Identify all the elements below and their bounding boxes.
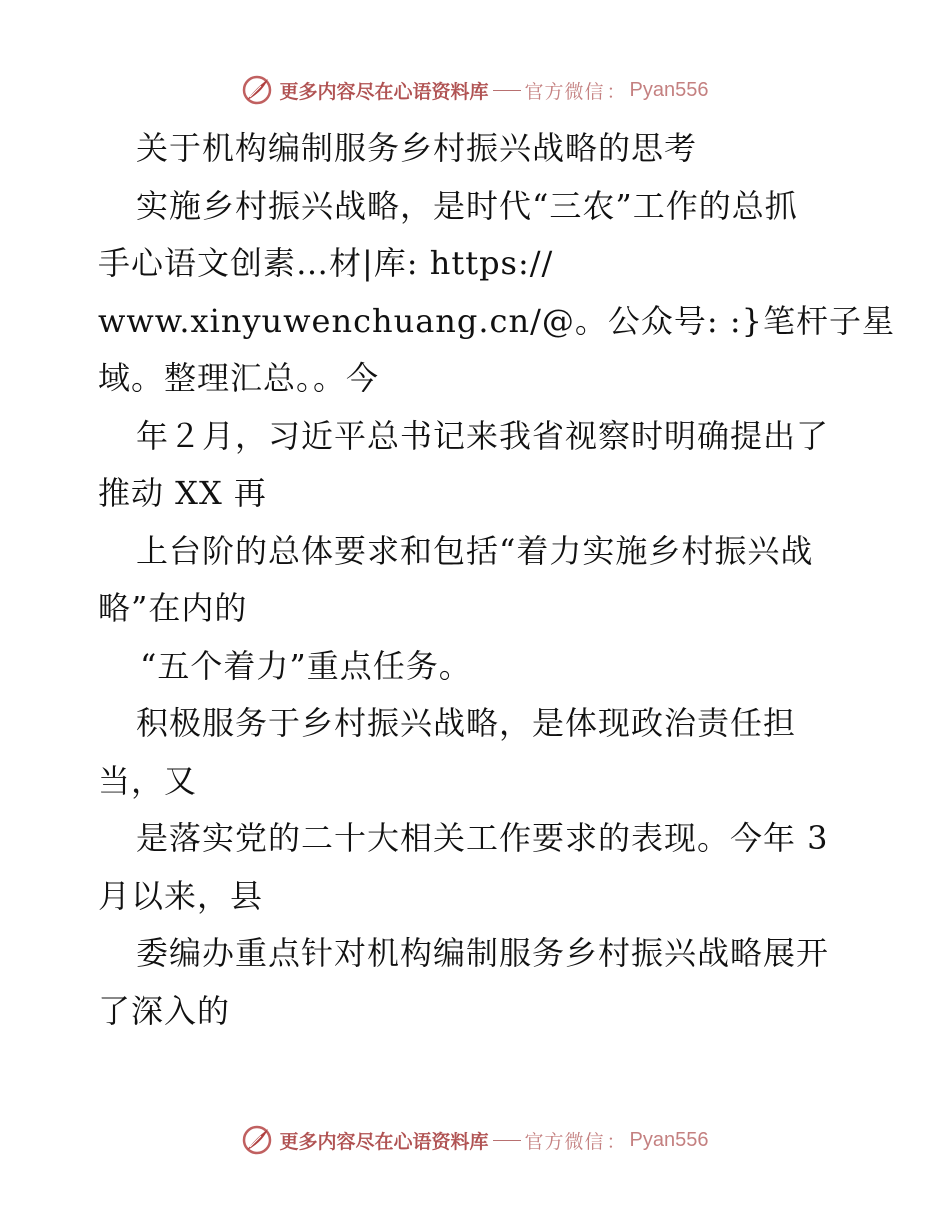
text-line: 关于机构编制服务乡村振兴战略的思考 bbox=[136, 129, 698, 167]
banner-dash bbox=[493, 1140, 521, 1141]
header-banner bbox=[0, 70, 950, 110]
banner-main-text: 更多内容尽在心语资料库 bbox=[279, 1130, 489, 1153]
text-line: 积极服务于乡村振兴战略，是体现政治责任担 bbox=[136, 704, 797, 742]
text-line: 略”在内的 bbox=[98, 589, 248, 627]
banner-colon: ： bbox=[606, 1130, 626, 1153]
footer-banner bbox=[0, 1120, 950, 1160]
text-line: 委编办重点针对机构编制服务乡村振兴战略展开 bbox=[136, 934, 830, 972]
text-line: 月以来，县 bbox=[98, 876, 264, 915]
banner-dash bbox=[493, 90, 521, 91]
text-line: www.xinyuwenchuang.cn/@。公众号: :}笔杆子星 bbox=[98, 301, 895, 340]
feather-pen-logo-icon bbox=[241, 1124, 273, 1156]
text-line: 是落实党的二十大相关工作要求的表现。今年 3 bbox=[136, 819, 829, 857]
text-line: 当，又 bbox=[98, 761, 198, 800]
banner-wechat-id: Pyan556 bbox=[629, 78, 709, 101]
banner-wechat-id: Pyan556 bbox=[629, 1128, 709, 1151]
text-line: 手心语文创素…材|库: https:// bbox=[98, 244, 554, 282]
text-line: 上台阶的总体要求和包括“着力实施乡村振兴战 bbox=[136, 531, 814, 570]
banner-main-text: 更多内容尽在心语资料库 bbox=[279, 80, 489, 103]
text-line: “五个着力”重点任务。 bbox=[140, 646, 472, 685]
banner-wechat-label: 官方微信 bbox=[524, 80, 605, 103]
text-line: 年２月，习近平总书记来我省视察时明确提出了 bbox=[136, 416, 830, 455]
banner-wechat-label: 官方微信 bbox=[524, 1130, 605, 1153]
feather-pen-logo-icon bbox=[241, 74, 273, 106]
text-line: 了深入的 bbox=[98, 991, 231, 1030]
document-body bbox=[98, 120, 895, 1040]
text-line: 域。整理汇总。。今 bbox=[98, 359, 380, 397]
text-line: 实施乡村振兴战略，是时代“三农”工作的总抓 bbox=[136, 186, 798, 225]
banner-colon: ： bbox=[606, 80, 626, 103]
text-line: 推动 XX 再 bbox=[98, 474, 267, 512]
